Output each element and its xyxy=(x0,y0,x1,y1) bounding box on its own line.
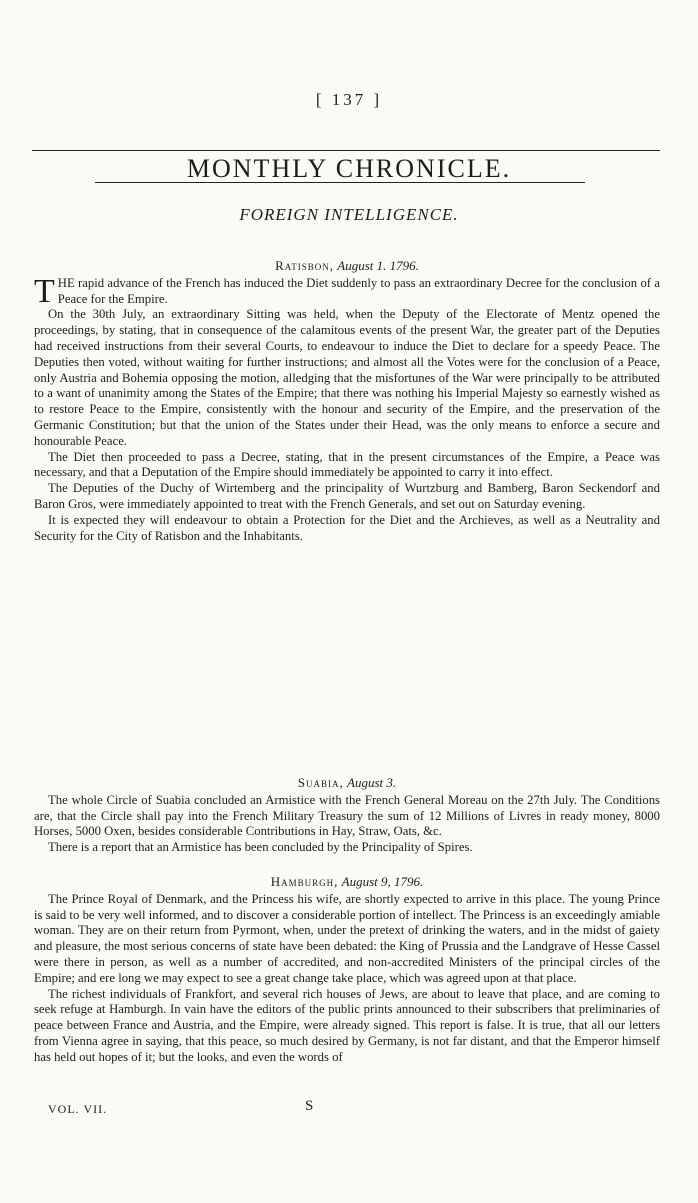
paragraph xyxy=(34,272,660,310)
chronicle-title: MONTHLY CHRONICLE. xyxy=(186,154,512,183)
dateline-place: Hamburgh, xyxy=(270,874,339,889)
article-ratisbon xyxy=(34,258,660,544)
paragraph: The richest individuals of Frankfort, and several rich houses of Jews, are about to leave that place, and are coming to seek refuge at Hamburgh. In vain have the editors of the public prints announced to their subscribers that preliminaries of peace between France and Austria, and the Empire, were already signed. This report is false. It is true, that all our letters from Vienna agree in saying, that this peace, so much desired by Germany, is not far distant, and that the Emperor himself has held out hopes of it; but the looks, and even the words of xyxy=(34,986,660,1064)
paragraph: The whole Circle of Suabia concluded an Armistice with the French General Moreau on the 27th July. The Conditions are, that the Circle shall pay into the French Military Treasury the sum of 12 Millions of Livres in ready money, 8000 Horses, 5000 Oxen, besides considerable Contributions in Hay, Straw, Oats, &c. xyxy=(34,792,660,839)
volume-label: VOL. VII. xyxy=(48,1102,108,1116)
header-rule-top xyxy=(32,150,660,151)
paragraph-text: HE rapid advance of the French has induced the Diet suddenly to pass an extraordinary Decree for the conclusion of a Peace for the Empire. xyxy=(57,275,660,306)
page-number: [ 137 ] xyxy=(315,90,383,109)
dateline-place: Ratisbon, xyxy=(275,258,335,273)
paragraph: It is expected they will endeavour to obtain a Protection for the Diet and the Archieves, as well as a Neutrality and Security for the City of Ratisbon and the Inhabitants. xyxy=(34,512,660,543)
dateline xyxy=(34,258,660,274)
dateline xyxy=(34,775,660,791)
paragraph: There is a report that an Armistice has been concluded by the Principality of Spires. xyxy=(48,840,473,855)
paragraph: The Diet then proceeded to pass a Decree, stating, that in the present circumstances of the Empire, a Peace was necessary, and that a Deputation of the Empire should immediately be appointed to carry it into effect. xyxy=(34,449,660,480)
article-suabia xyxy=(34,775,660,856)
dateline xyxy=(34,874,660,890)
paragraph: The Prince Royal of Denmark, and the Princess his wife, are shortly expected to arrive in this place. The young Prince is said to be very well informed, and to discover a considerable portion of intellect. The Princess is an exceedingly amiable woman. They are on their return from Pyrmont, when, under the pretext of drinking the waters, and in the midst of gaiety and pleasure, the most serious concerns of state have been debated: the King of Prussia and the Landgrave of Hesse Cassel were there in person, as well as a number of accredited, and non-accredited Ministers of the principal circles of the Empire; and ere long we may expect to see a great change take place, which was agreed upon at that place. xyxy=(34,891,660,985)
dateline-date: August 1. 1796. xyxy=(337,258,419,273)
section-title: FOREIGN INTELLIGENCE. xyxy=(239,205,459,224)
signature-mark: S xyxy=(305,1098,314,1114)
drop-cap: T xyxy=(34,272,55,310)
article-hamburgh xyxy=(34,874,660,1066)
paragraph: The Deputies of the Duchy of Wirtemberg and the principality of Wurtzburg and Bamberg, Baron Seckendorf and Baron Gros, were immediately appointed to treat with the French Generals, and set out on Saturday evening. xyxy=(34,481,660,511)
dateline-date: August 3. xyxy=(347,775,397,790)
dateline-date: August 9, 1796. xyxy=(341,874,424,889)
header-rule-bottom xyxy=(95,182,585,183)
paragraph: On the 30th July, an extraordinary Sitting was held, when the Deputy of the Electorate of Mentz opened the proceedings, by stating, that in consequence of the calamitous events of the present War, the greater part of the Deputies had received instructions from their several Courts, to endeavour to induce the Diet to declare for a speedy Peace. The Deputies then voted, without waiting for further instructions; and almost all the Votes were for the conclusion of a Peace, only Austria and Bohemia opposing the motion, alledging that the misfortunes of the War were principally to be attributed to a want of unanimity among the States of the Empire; that there was nothing his Imperial Majesty so earnestly wished as to restore Peace to the Empire, consistently with the honour and security of the Empire, and the preservation of the Germanic Constitution; but that the union of the States under their Head, was the only means to enforce a secure and honourable Peace. xyxy=(34,307,660,448)
dateline-place: Suabia, xyxy=(297,775,344,790)
